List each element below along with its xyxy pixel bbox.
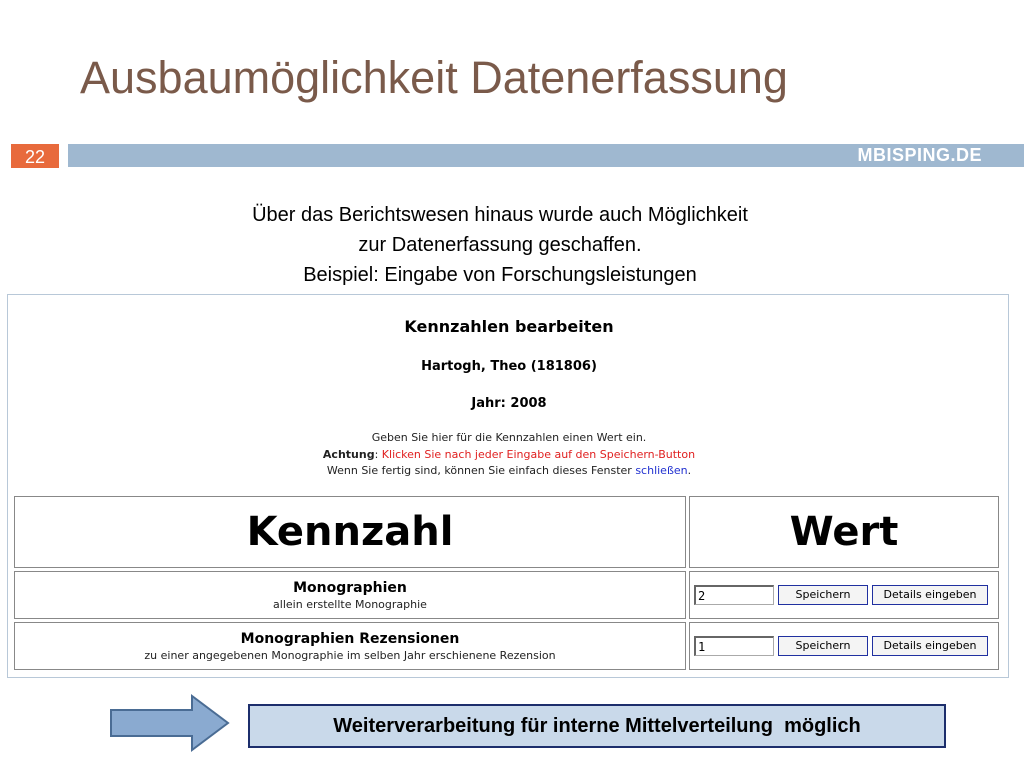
intro-text [0,200,1000,290]
intro-line-3: Beispiel: Eingabe von Forschungsleistungen [303,264,697,286]
logo-text: MBISPING.DE [857,145,982,165]
table-row [14,571,999,619]
details-button[interactable]: Details eingeben [872,585,988,605]
warning-line [8,448,1009,461]
table-row [14,622,999,670]
kennzahl-subtitle: allein erstellte Monographie [273,597,427,611]
column-header-kennzahl: Kennzahl [14,496,686,568]
warning-separator: : [374,448,382,461]
close-line [8,464,1009,477]
form-screenshot [7,294,1009,678]
kennzahl-cell [14,622,686,670]
form-heading: Kennzahlen bearbeiten [404,317,614,336]
kennzahl-subtitle: zu einer angegebenen Monographie im selben Jahr erschienene Rezension [144,648,556,662]
person-name: Hartogh, Theo (181806) [421,359,597,374]
value-input[interactable]: 2 [694,585,774,605]
save-button[interactable]: Speichern [778,636,868,656]
kennzahl-title: Monographien Rezensionen [240,630,460,647]
page-number: 22 [11,144,59,168]
warning-text: Klicken Sie nach jeder Eingabe auf den Speichern-Button [381,448,696,461]
year-label: Jahr: 2008 [471,396,547,411]
column-header-wert: Wert [689,496,999,568]
kennzahl-title: Monographien [293,579,407,596]
right-arrow-icon [110,694,230,752]
close-link[interactable]: schließen [635,464,688,477]
table-header-row [14,496,999,568]
details-button[interactable]: Details eingeben [872,636,988,656]
kennzahl-cell [14,571,686,619]
close-suffix: . [687,464,692,477]
kennzahlen-table [11,493,1002,673]
save-button[interactable]: Speichern [778,585,868,605]
value-input[interactable]: 1 [694,636,774,656]
warning-label: Achtung [322,448,375,461]
close-prefix: Wenn Sie fertig sind, können Sie einfach dieses Fenster [326,464,636,477]
instruction-text: Geben Sie hier für die Kennzahlen einen Wert ein. [371,431,647,444]
wert-cell [689,622,999,670]
slide-title: Ausbaumöglichkeit Datenerfassung [80,52,788,103]
wert-cell [689,571,999,619]
callout-box: Weiterverarbeitung für interne Mittelverteilung möglich [248,704,946,748]
intro-line-2: zur Datenerfassung geschaffen. [358,234,642,256]
header-bar [68,144,1024,167]
intro-line-1: Über das Berichtswesen hinaus wurde auch Möglichkeit [252,204,748,226]
